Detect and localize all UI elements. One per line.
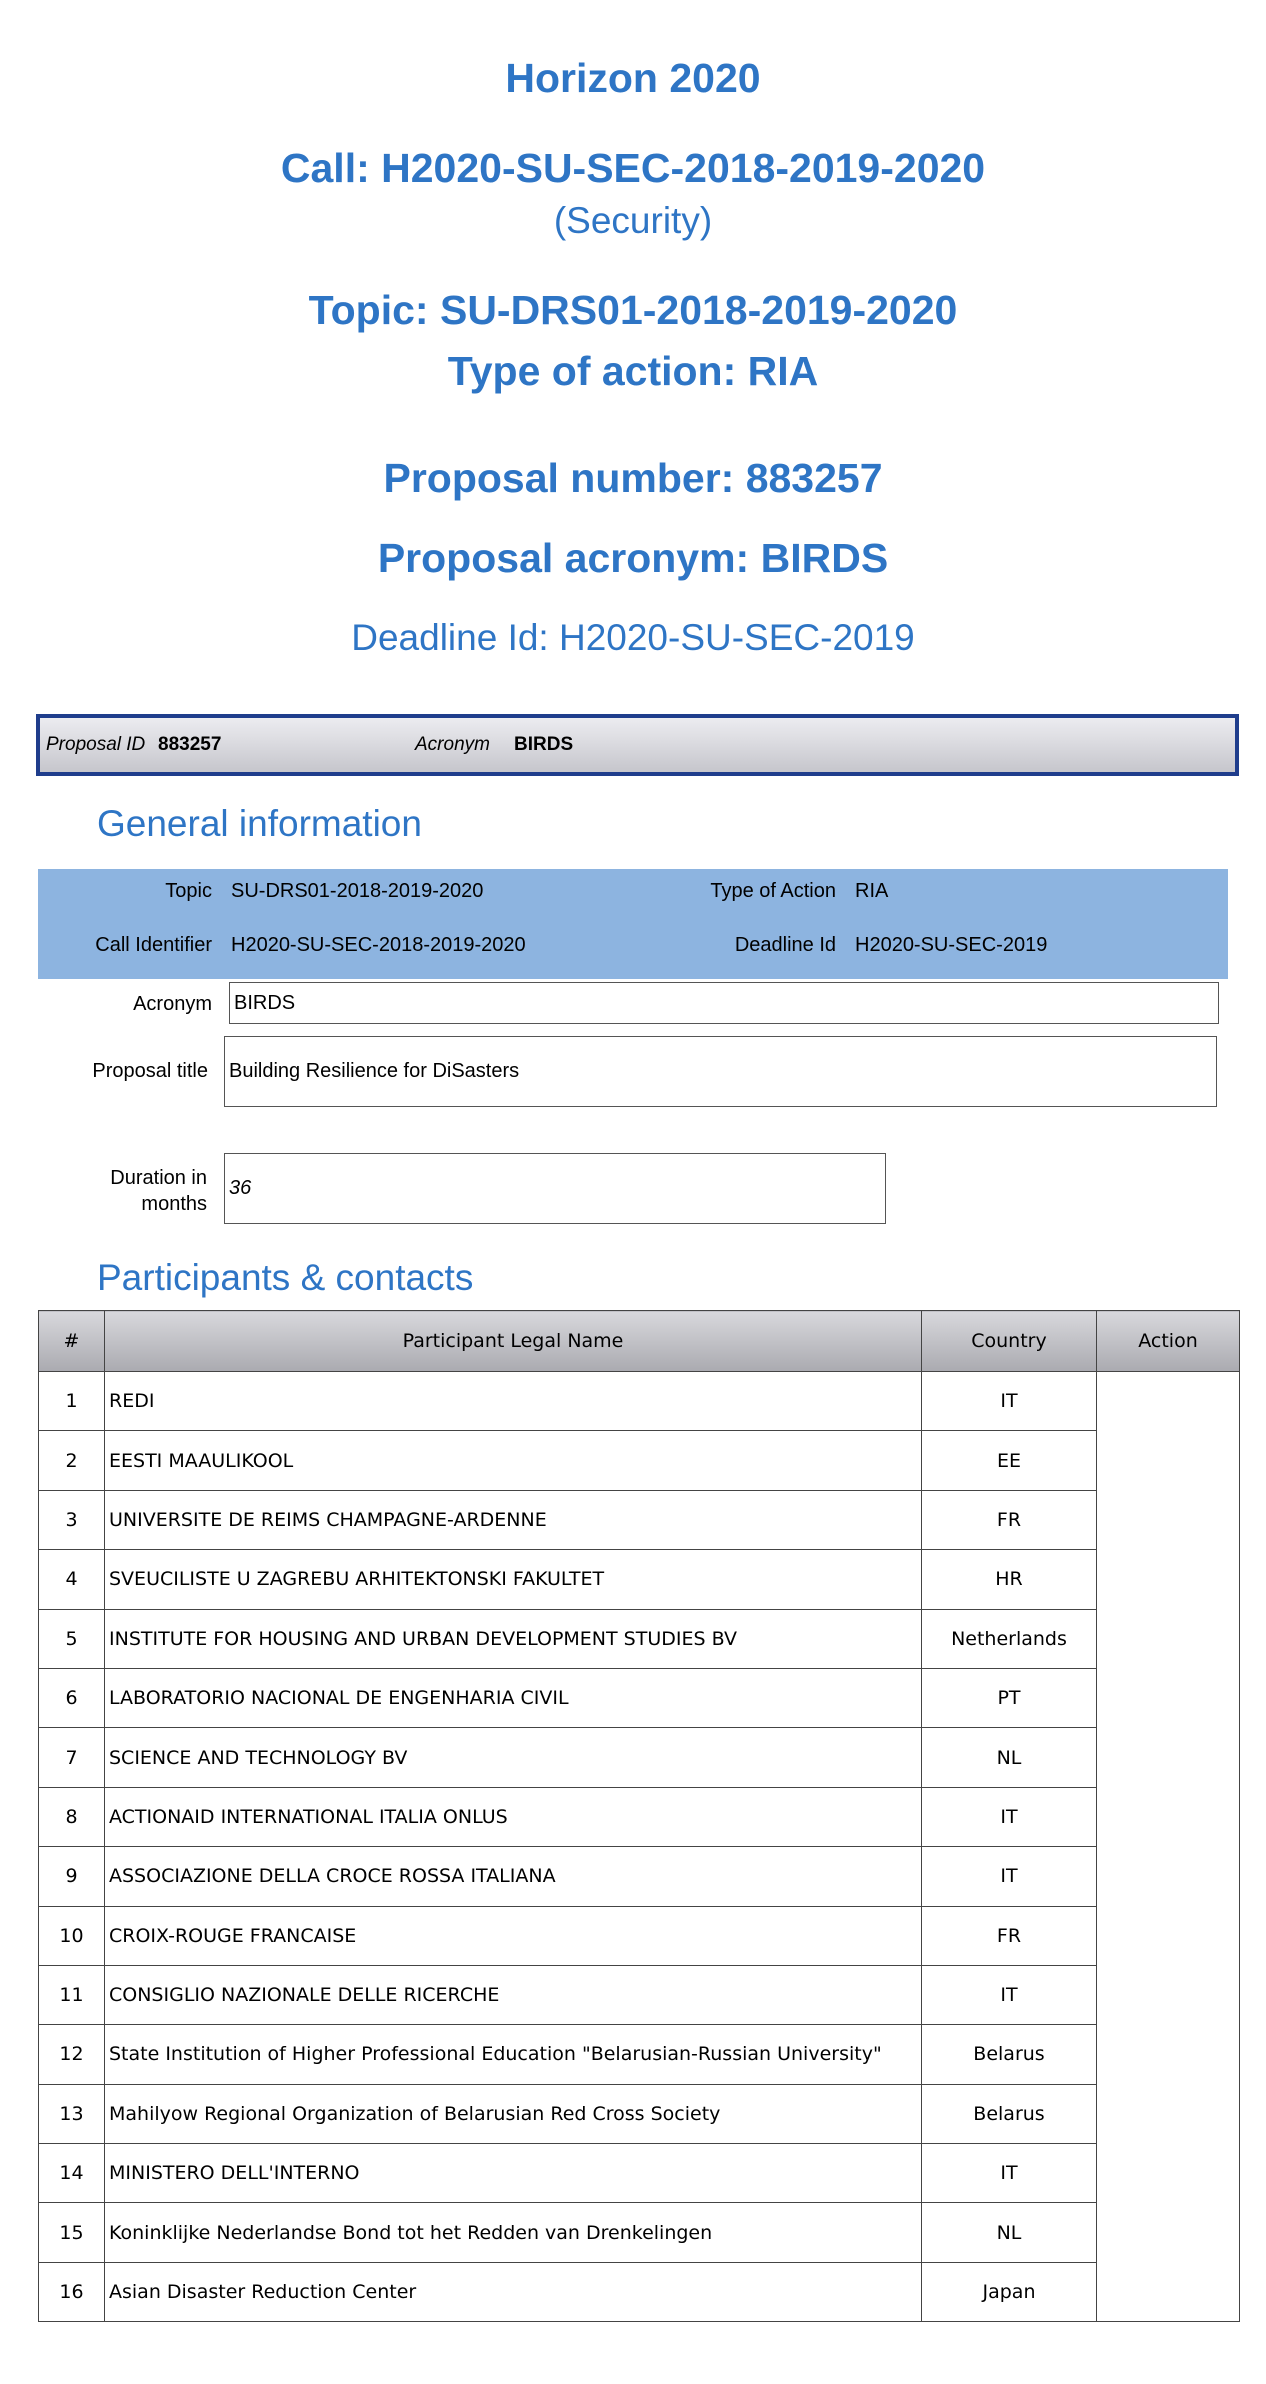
participant-number: 10 <box>39 1906 105 1965</box>
proposal-id-value: 883257 <box>158 734 222 755</box>
participant-country: IT <box>922 2144 1097 2203</box>
table-row <box>39 1550 1240 1609</box>
participant-country: Netherlands <box>922 1609 1097 1668</box>
proposal-title-label: Proposal title <box>92 1060 208 1082</box>
participant-number: 6 <box>39 1668 105 1727</box>
participant-number: 5 <box>39 1609 105 1668</box>
participant-legal-name: SVEUCILISTE U ZAGREBU ARHITEKTONSKI FAKULTET <box>105 1550 922 1609</box>
participant-number: 11 <box>39 1965 105 2024</box>
participant-country: PT <box>922 1668 1097 1727</box>
participant-country: NL <box>922 1728 1097 1787</box>
participant-legal-name: Asian Disaster Reduction Center <box>105 2262 922 2321</box>
acronym-field <box>229 982 1219 1024</box>
type-of-action-value: RIA <box>855 880 889 902</box>
table-row <box>39 2262 1240 2321</box>
duration-label-line-1: Duration in <box>110 1167 207 1189</box>
table-row <box>39 2144 1240 2203</box>
deadline-title: Deadline Id: H2020-SU-SEC-2019 <box>351 617 915 658</box>
action-column-cell <box>1097 1372 1240 2322</box>
banner-acronym-label: Acronym <box>415 734 490 755</box>
deadline-id-label: Deadline Id <box>734 934 836 956</box>
participant-number: 16 <box>39 2262 105 2321</box>
participant-country: Belarus <box>922 2084 1097 2143</box>
participant-number: 12 <box>39 2025 105 2084</box>
participant-legal-name: ASSOCIAZIONE DELLA CROCE ROSSA ITALIANA <box>105 1847 922 1906</box>
call-subtitle: (Security) <box>553 200 713 241</box>
participant-legal-name: Mahilyow Regional Organization of Belarusian Red Cross Society <box>105 2084 922 2143</box>
participant-legal-name: CONSIGLIO NAZIONALE DELLE RICERCHE <box>105 1965 922 2024</box>
table-row <box>39 1847 1240 1906</box>
participant-number: 8 <box>39 1787 105 1846</box>
participant-country: IT <box>922 1965 1097 2024</box>
proposal-id-label: Proposal ID <box>46 734 146 755</box>
participant-country: FR <box>922 1490 1097 1549</box>
call-identifier-label: Call Identifier <box>95 934 212 956</box>
participant-country: HR <box>922 1550 1097 1609</box>
participant-country: EE <box>922 1431 1097 1490</box>
acronym-value: BIRDS <box>234 992 296 1014</box>
participant-country: IT <box>922 1847 1097 1906</box>
participant-number: 9 <box>39 1847 105 1906</box>
proposal-acronym-title: Proposal acronym: BIRDS <box>377 535 889 581</box>
acronym-label: Acronym <box>133 993 212 1015</box>
duration-value: 36 <box>229 1177 252 1199</box>
table-row <box>39 1490 1240 1549</box>
table-row <box>39 1431 1240 1490</box>
call-title: Call: H2020-SU-SEC-2018-2019-2020 <box>280 145 986 191</box>
participant-number: 14 <box>39 2144 105 2203</box>
proposal-title-value: Building Resilience for DiSasters <box>229 1060 520 1082</box>
duration-label-line-2: months <box>141 1193 207 1215</box>
general-info-block <box>38 869 1228 979</box>
participant-legal-name: ACTIONAID INTERNATIONAL ITALIA ONLUS <box>105 1787 922 1846</box>
programme-title: Horizon 2020 <box>505 55 761 101</box>
type-of-action-label: Type of Action <box>710 880 836 902</box>
topic-title: Topic: SU-DRS01-2018-2019-2020 <box>308 287 958 333</box>
col-header-legal-name: Participant Legal Name <box>105 1311 922 1372</box>
participant-legal-name: CROIX-ROUGE FRANCAISE <box>105 1906 922 1965</box>
participant-number: 13 <box>39 2084 105 2143</box>
table-row <box>39 2203 1240 2262</box>
participant-legal-name: INSTITUTE FOR HOUSING AND URBAN DEVELOPMENT STUDIES BV <box>105 1609 922 1668</box>
table-row <box>39 1728 1240 1787</box>
participant-legal-name: REDI <box>105 1372 922 1431</box>
participant-number: 2 <box>39 1431 105 1490</box>
participant-country: NL <box>922 2203 1097 2262</box>
table-row <box>39 1609 1240 1668</box>
participant-country: FR <box>922 1906 1097 1965</box>
participant-legal-name: EESTI MAAULIKOOL <box>105 1431 922 1490</box>
table-row <box>39 1965 1240 2024</box>
participant-country: Belarus <box>922 2025 1097 2084</box>
participant-legal-name: Koninklijke Nederlandse Bond tot het Redden van Drenkelingen <box>105 2203 922 2262</box>
table-header-row <box>39 1311 1240 1372</box>
participant-number: 1 <box>39 1372 105 1431</box>
participant-country: IT <box>922 1787 1097 1846</box>
participants-title: Participants & contacts <box>97 1257 474 1298</box>
type-of-action-title: Type of action: RIA <box>447 348 819 394</box>
topic-label: Topic <box>165 880 212 902</box>
duration-label <box>110 1165 207 1217</box>
table-row <box>39 1668 1240 1727</box>
participant-number: 3 <box>39 1490 105 1549</box>
col-header-action: Action <box>1097 1311 1240 1372</box>
table-row <box>39 1906 1240 1965</box>
participant-number: 15 <box>39 2203 105 2262</box>
banner-acronym-value: BIRDS <box>514 734 574 755</box>
participant-legal-name: MINISTERO DELL'INTERNO <box>105 2144 922 2203</box>
duration-field <box>224 1153 886 1224</box>
topic-value: SU-DRS01-2018-2019-2020 <box>231 880 484 902</box>
col-header-country: Country <box>922 1311 1097 1372</box>
participant-country: Japan <box>922 2262 1097 2321</box>
deadline-id-value: H2020-SU-SEC-2019 <box>855 934 1048 956</box>
participant-legal-name: State Institution of Higher Professional Education "Belarusian-Russian University" <box>105 2025 922 2084</box>
participant-legal-name: UNIVERSITE DE REIMS CHAMPAGNE-ARDENNE <box>105 1490 922 1549</box>
proposal-title-field <box>224 1036 1217 1107</box>
table-row <box>39 2025 1240 2084</box>
participant-number: 4 <box>39 1550 105 1609</box>
participant-country: IT <box>922 1372 1097 1431</box>
call-identifier-value: H2020-SU-SEC-2018-2019-2020 <box>231 934 526 956</box>
table-row <box>39 2084 1240 2143</box>
participant-legal-name: LABORATORIO NACIONAL DE ENGENHARIA CIVIL <box>105 1668 922 1727</box>
proposal-number-title: Proposal number: 883257 <box>383 455 883 501</box>
col-header-number: # <box>39 1311 105 1372</box>
participant-legal-name: SCIENCE AND TECHNOLOGY BV <box>105 1728 922 1787</box>
participant-number: 7 <box>39 1728 105 1787</box>
proposal-id-banner <box>36 714 1239 776</box>
table-row <box>39 1372 1240 1431</box>
table-row <box>39 1787 1240 1846</box>
participants-table <box>38 1310 1240 2322</box>
general-information-title: General information <box>97 803 422 844</box>
